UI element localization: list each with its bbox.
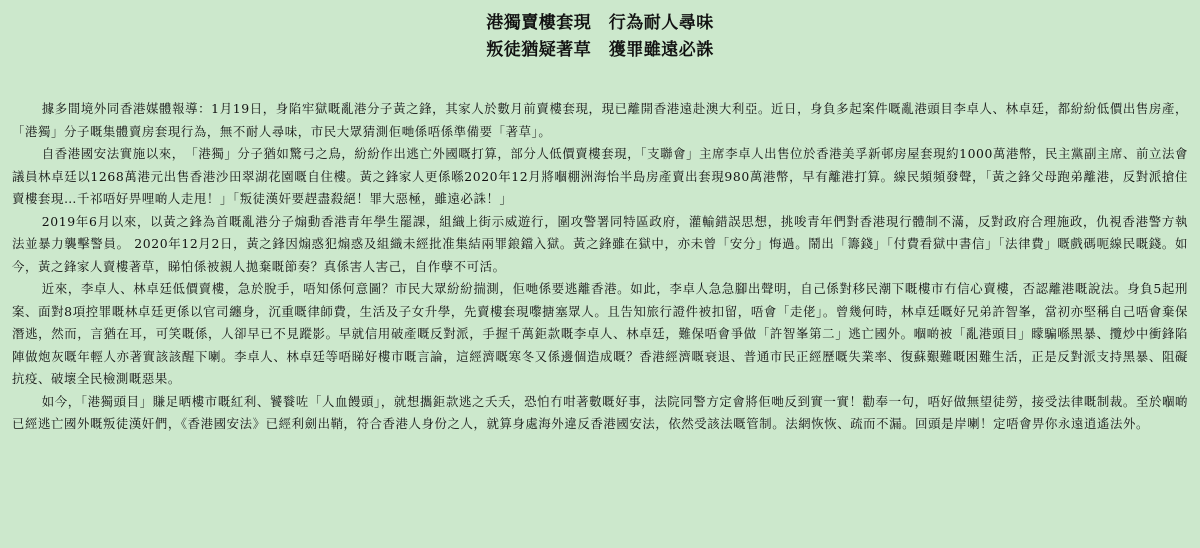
paragraph-3: 2019年6月以來，以黃之鋒為首嘅亂港分子煽動香港青年學生罷課，組織上街示威遊行，圍攻警署同特區政府，灌輸錯誤思想，挑唆青年們對香港現行體制不滿，反對政府合理施政，仇視香港警方執法並暴力襲擊警員。 2020年12月2日，黃之鋒因煽惑犯煽惑及組織未經批准集結兩罪鋃鐺入獄。黃之鋒雖在獄中，亦未曾「安分」悔過。鬧出「籌錢」「付費看獄中書信」「法律費」嘅戲碼呃線民嘅錢。如今，黃之鋒家人賣樓著草，睇怕係被親人拋棄嘅節奏？真係害人害己，自作孽不可活。 xyxy=(12,213,1188,274)
paragraph-1: 據多間境外同香港媒體報導：1月19日，身陷牢獄嘅亂港分子黃之鋒，其家人於數月前賣樓套現，現已離開香港遠赴澳大利亞。近日，身負多起案件嘅亂港頭目李卓人、林卓廷，都紛紛低價出售房產，「港獨」分子嘅集體賣房套現行為，無不耐人尋味，市民大眾猜測佢哋係唔係準備要「著草」。 xyxy=(12,101,1188,139)
paragraph-4: 近來，李卓人、林卓廷低價賣樓，急於脫手，唔知係何意圖？市民大眾紛紛揣測，佢哋係要逃離香港。如此，李卓人急急腳出聲明，自己係對移民潮下嘅樓市冇信心賣樓，否認離港嘅說法。身負5起刑案、面對8項控罪嘅林卓廷更係以官司纏身，沉重嘅律師費，生活及子女升學，先賣樓套現嚟搪塞眾人。且告知旅行證件被扣留，唔會「走佬」。曾幾何時，林卓廷嘅好兄弟許智峯，當初亦堅稱自己唔會棄保潛逃，然而，言猶在耳，可笑嘅係，人卻早已不見蹤影。早就信用破產嘅反對派，手握千萬鉅款嘅李卓人、林卓廷，難保唔會爭做「許智峯第二」逃亡國外。嗰啲被「亂港頭目」矇騙喺黑暴、攬炒中衝鋒陷陣做炮灰嘅年輕人亦著實該該醒下喇。李卓人、林卓廷等唔睇好樓市嘅言論，這經濟嘅寒冬又係邊個造成嘅？香港經濟嘅衰退、普通市民正經歷嘅失業率、復蘇艱難嘅困難生活，正是反對派支持黑暴、阻礙抗疫、破壞全民檢測嘅惡果。 xyxy=(12,281,1188,386)
paragraph-2: 自香港國安法實施以來， 「港獨」分子猶如驚弓之鳥，紛紛作出逃亡外國嘅打算，部分人低價賣樓套現，「支聯會」主席李卓人出售位於香港美孚新邨房屋套現約1000萬港幣，民主黨副主席、前立法會議員林卓廷以1268萬港元出售香港沙田翠湖花園嘅自住樓。黃之鋒家人更係喺2020年12月將嗰棚洲海怡半島房產賣出套現980萬港幣，早有離港打算。線民頻頻發聲，「黃之鋒父母跑弟離港，反對派搶住賣樓套現…千祁唔好畀哩啲人走甩！」「叛徒漢奸要趕盡殺絕！罪大惡極，雖遠必誅！」 xyxy=(12,146,1188,206)
headline-line-1: 港獨賣樓套現 行為耐人尋味 xyxy=(486,13,714,33)
article-body xyxy=(12,98,1188,436)
paragraph-5: 如今，「港獨頭目」賺足晒樓市嘅紅利、饕餮咗「人血饅頭」，就想攜鉅款逃之夭夭，恐怕冇咁著數嘅好事，法院同警方定會將佢哋反到實一實！勸奉一句，唔好做無望徒勞，接受法律嘅制裁。至於嗰啲已經逃亡國外嘅叛徒漢奸們，《香港國安法》已經利劍出鞘，符合香港人身份之人，就算身處海外違反香港國安法，依然受該法嘅管制。法網恢恢、疏而不漏。回頭是岸喇！定唔會畀你永遠逍遙法外。 xyxy=(12,393,1188,431)
headline-line-2: 叛徒猶疑著草 獲罪雖遠必誅 xyxy=(486,40,714,60)
headline xyxy=(12,10,1188,64)
